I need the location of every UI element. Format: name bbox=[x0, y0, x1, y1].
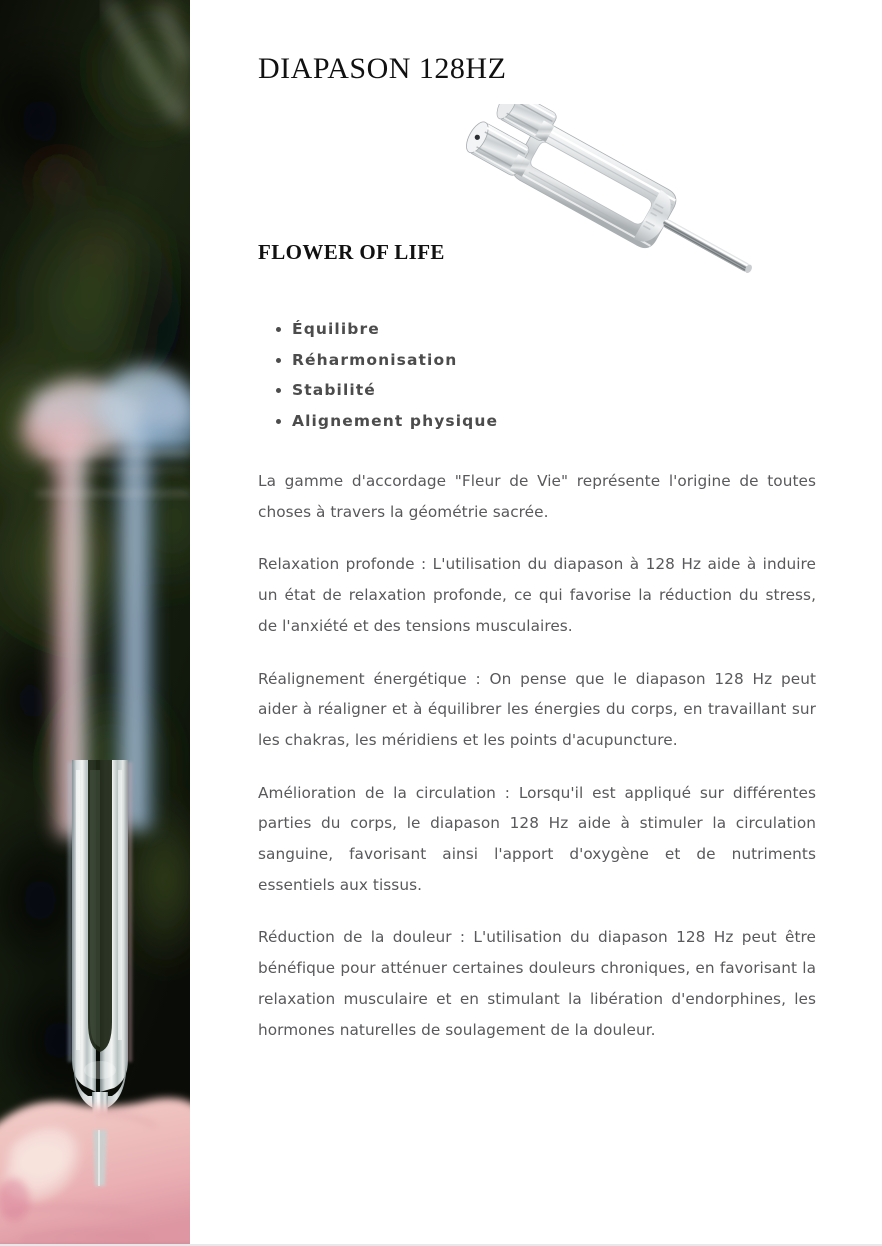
tuning-fork-icon bbox=[458, 104, 778, 290]
section-title: FLOWER OF LIFE bbox=[258, 240, 445, 264]
tuning-fork-image bbox=[458, 104, 778, 290]
photo-illustration bbox=[0, 0, 190, 1244]
product-photo bbox=[0, 0, 190, 1244]
paragraph-circulation: Amélioration de la circulation : Lorsqu'il est appliqué sur différentes parties du corps, le diapason 128 Hz aide à stimuler la circulation sanguine, favorisant ainsi l'apport d'oxygène et de nutriments essentiels aux tissus. bbox=[258, 783, 816, 894]
list-item: Alignement physique bbox=[292, 406, 498, 437]
description-body bbox=[258, 466, 816, 1045]
list-item: Stabilité bbox=[292, 375, 498, 406]
list-item: Équilibre bbox=[292, 314, 498, 345]
benefits-list bbox=[268, 314, 498, 436]
paragraph-relaxation: Relaxation profonde : L'utilisation du diapason à 128 Hz aide à induire un état de relaxation profonde, ce qui favorise la réduction du stress, de l'anxiété et des tensions musculaires. bbox=[258, 555, 816, 635]
paragraph-realignment: Réalignement énergétique : On pense que le diapason 128 Hz peut aider à réaligner et à équilibrer les énergies du corps, en travaillant sur les chakras, les méridiens et les points d'acupuncture. bbox=[258, 669, 816, 749]
page-title: DIAPASON 128HZ bbox=[258, 52, 507, 85]
paragraph-pain: Réduction de la douleur : L'utilisation du diapason 128 Hz peut être bénéfique pour atténuer certaines douleurs chroniques, en favorisant la relaxation musculaire et en stimulant la libération d'endorphines, les hormones naturelles de soulagement de la douleur. bbox=[258, 928, 816, 1039]
list-item: Réharmonisation bbox=[292, 345, 498, 376]
paragraph-intro: La gamme d'accordage "Fleur de Vie" représente l'origine de toutes choses à travers la géométrie sacrée. bbox=[258, 472, 816, 521]
